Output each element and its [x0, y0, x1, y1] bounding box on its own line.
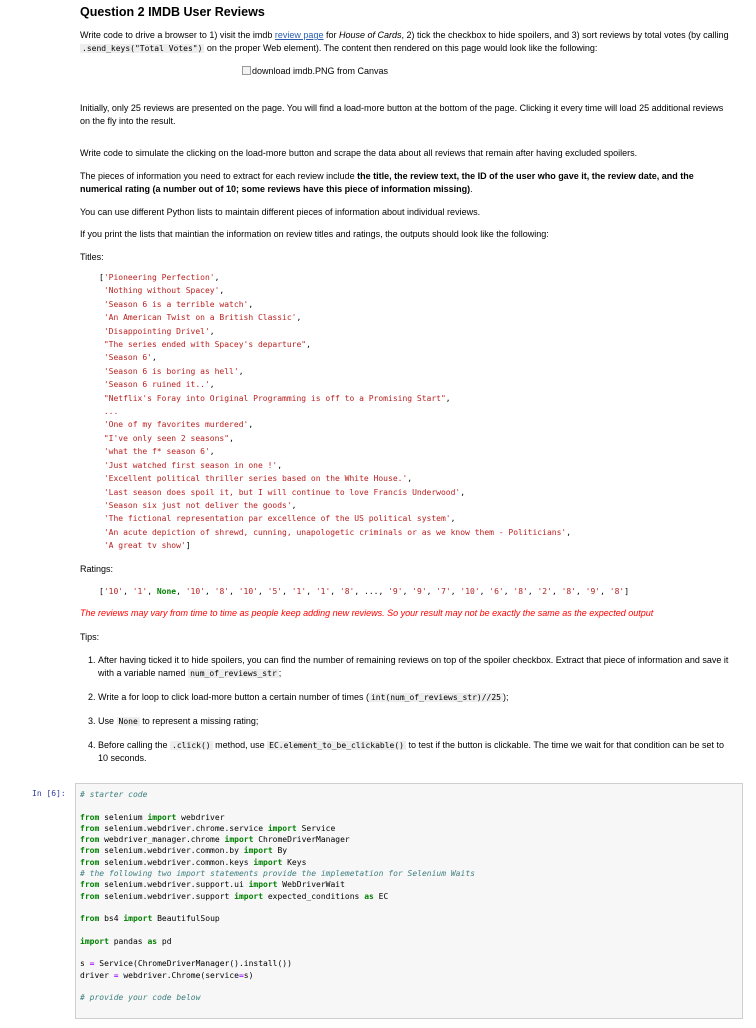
variation-note: The reviews may vary from time to time as people keep adding new reviews. So your result may not be exactly the same as the expected output: [80, 608, 654, 618]
list-item: 'Pioneering Perfection': [103, 273, 215, 282]
cell-prompt: In [6]:: [32, 789, 66, 798]
rating-item: '8': [214, 587, 230, 596]
print-paragraph: If you print the lists that maintian the information on review titles and ratings, the outputs should look like the following:: [80, 229, 549, 239]
list-item: 'Season 6 is a terrible watch': [103, 299, 249, 309]
list-item: 'Season six just not deliver the goods': [103, 500, 292, 510]
tip-item: 3. Use None to represent a missing rating;: [98, 715, 732, 728]
rating-item: '1': [291, 587, 307, 596]
list-item: "The series ended with Spacey's departure": [103, 340, 307, 350]
list-item: 'The fictional representation par excellence of the US political system': [103, 514, 451, 524]
rating-item: '10': [238, 587, 258, 596]
list-item: "I've only seen 2 seasons": [103, 433, 230, 443]
ratings-label: Ratings:: [80, 564, 114, 574]
rating-item: '10': [460, 587, 480, 596]
pieces-paragraph: The pieces of information you need to extract for each review include the title, the review text, the ID of the user who gave it, the review date, and the numerical rating (a number out of 10; some reviews have this piece of information missing).: [80, 171, 694, 194]
inline-code: .send_keys("Total Votes"): [82, 44, 203, 53]
rating-item: '8': [513, 587, 528, 596]
tip-item: 4. Before calling the .click() method, use EC.element_to_be_clickable() to test if the button is clickable. The time we wait for that condition can be set to 10 seconds.: [98, 739, 732, 765]
lists-paragraph: You can use different Python lists to maintain different pieces of information about individual reviews.: [80, 207, 481, 217]
initially-paragraph: Initially, only 25 reviews are presented on the page. You will find a load-more button at the bottom of the page. Clicking it every time will load 25 additional reviews on the fly into the result.: [80, 103, 724, 126]
list-item: 'Last season does spoil it, but I will continue to love Francis Underwood': [103, 487, 461, 497]
simulate-paragraph: Write code to simulate the clicking on the load-more button and scrape the data about all reviews that remain after having excluded spoilers.: [80, 148, 638, 158]
list-item: 'Season 6': [103, 353, 152, 363]
rating-item: '2': [537, 587, 552, 596]
rating-item: '10': [185, 587, 205, 596]
rating-item: '8': [609, 587, 625, 596]
code-editor[interactable]: # starter code from selenium import webdriver from selenium.webdriver.chrome.service import Service from webdriver_manager.chrome import ChromeDriverManager from selenium.webdriver.common.by import By from selenium.webdriver.common.keys import Keys # the following two import statements provide the implemetation for Selenium Waits from selenium.webdriver.support.ui import WebDriverWait from selenium.webdriver.support import expected_conditions as EC from bs4 import BeautifulSoup import pandas as pd s = Service(ChromeDriverManager().install()) driver = webdriver.Chrome(service=s) # provide your code below: [80, 790, 475, 1003]
rating-item: '8': [339, 587, 355, 596]
tips-list: [80, 654, 732, 765]
rating-item: '9': [585, 587, 601, 596]
rating-item: '5': [267, 587, 283, 596]
tip-item: 2. Write a for loop to click load-more button a certain number of times ( int(num_of_reviews_str)//25 );: [98, 691, 732, 704]
list-item: 'Nothing without Spacey': [103, 286, 220, 296]
list-item: 'A great tv show': [103, 541, 186, 551]
list-item: 'what the f* season 6': [103, 447, 210, 457]
list-item: "Netflix's Foray into Original Programming is off to a Promising Start": [103, 393, 446, 403]
titles-label: Titles:: [80, 252, 104, 262]
broken-image: download imdb.PNG from Canvas: [242, 66, 388, 76]
page-title: Question 2 IMDB User Reviews: [80, 5, 265, 19]
tips-label: Tips:: [80, 632, 100, 642]
tip-item: 1. After having ticked it to hide spoilers, you can find the number of remaining reviews on top of the spoiler checkbox. Extract that piece of information and save it with a variable named num_of_reviews_str ;: [98, 654, 732, 680]
list-item: 'An acute depiction of shrewd, cunning, unapologetic criminals or as we know them - Politicians': [103, 527, 567, 537]
review-page-link[interactable]: review page: [274, 30, 324, 40]
list-item: 'Season 6 is boring as hell': [103, 366, 239, 376]
list-item: 'Disappointing Drivel': [103, 326, 210, 336]
rating-item: '8': [561, 587, 577, 596]
rating-item: '1': [315, 587, 331, 596]
list-item: 'Season 6 ruined it..': [103, 380, 210, 390]
rating-item: '6': [489, 587, 504, 596]
rating-item: '9': [412, 587, 427, 596]
list-item: 'Excellent political thriller series based on the White House.': [103, 474, 408, 484]
code-cell[interactable]: [75, 783, 743, 1019]
rating-item: '7': [436, 587, 451, 596]
rating-item: '1': [132, 587, 148, 596]
list-item: 'Just watched first season in one !': [103, 460, 278, 470]
rating-item: '10': [103, 587, 124, 596]
list-item: 'One of my favorites murdered': [103, 420, 249, 430]
rating-item: '9': [388, 587, 403, 596]
titles-output: ['Pioneering Perfection', 'Nothing without Spacey', 'Season 6 is a terrible watch', 'An American Twist on a British Classic', 'Disappointing Drivel', "The series ended with Spacey's departure", 'Season 6', 'Season 6 is boring as hell', 'Season 6 ruined it..', "Netflix's Foray into Original Programming is off to a Promising Start", ... 'One of my favorites murdered', "I've only seen 2 seasons", 'what the f* season 6', 'Just watched first season in one !', 'Excellent political thriller series based on the White House.', 'Last season does spoil it, but I will continue to love Francis Underwood', 'Season six just not deliver the goods', 'The fictional representation par excellence of the US political system', 'An acute depiction of shrewd, cunning, unapologetic criminals or as we know them - Politicians', 'A great tv show']: [99, 273, 572, 551]
list-item: 'An American Twist on a British Classic': [103, 313, 297, 323]
ratings-output: ['10', '1', None, '10', '8', '10', '5', '1', '1', '8', ..., '9', '9', '7', '10', '6', '8', '2', '8', '9', '8']: [99, 587, 630, 596]
list-item: ...: [103, 407, 119, 417]
rating-item: ...: [364, 587, 379, 596]
intro-paragraph: Write code to drive a browser to 1) visit the imdb review page for House of Cards, 2) tick the checkbox to hide spoilers, and 3) sort reviews by total votes (by calling .send_keys("Total Votes") on the proper Web element). The content then rendered on this page would look like the following:: [80, 30, 729, 53]
rating-item: None: [156, 587, 177, 596]
broken-image-icon: [242, 66, 251, 75]
